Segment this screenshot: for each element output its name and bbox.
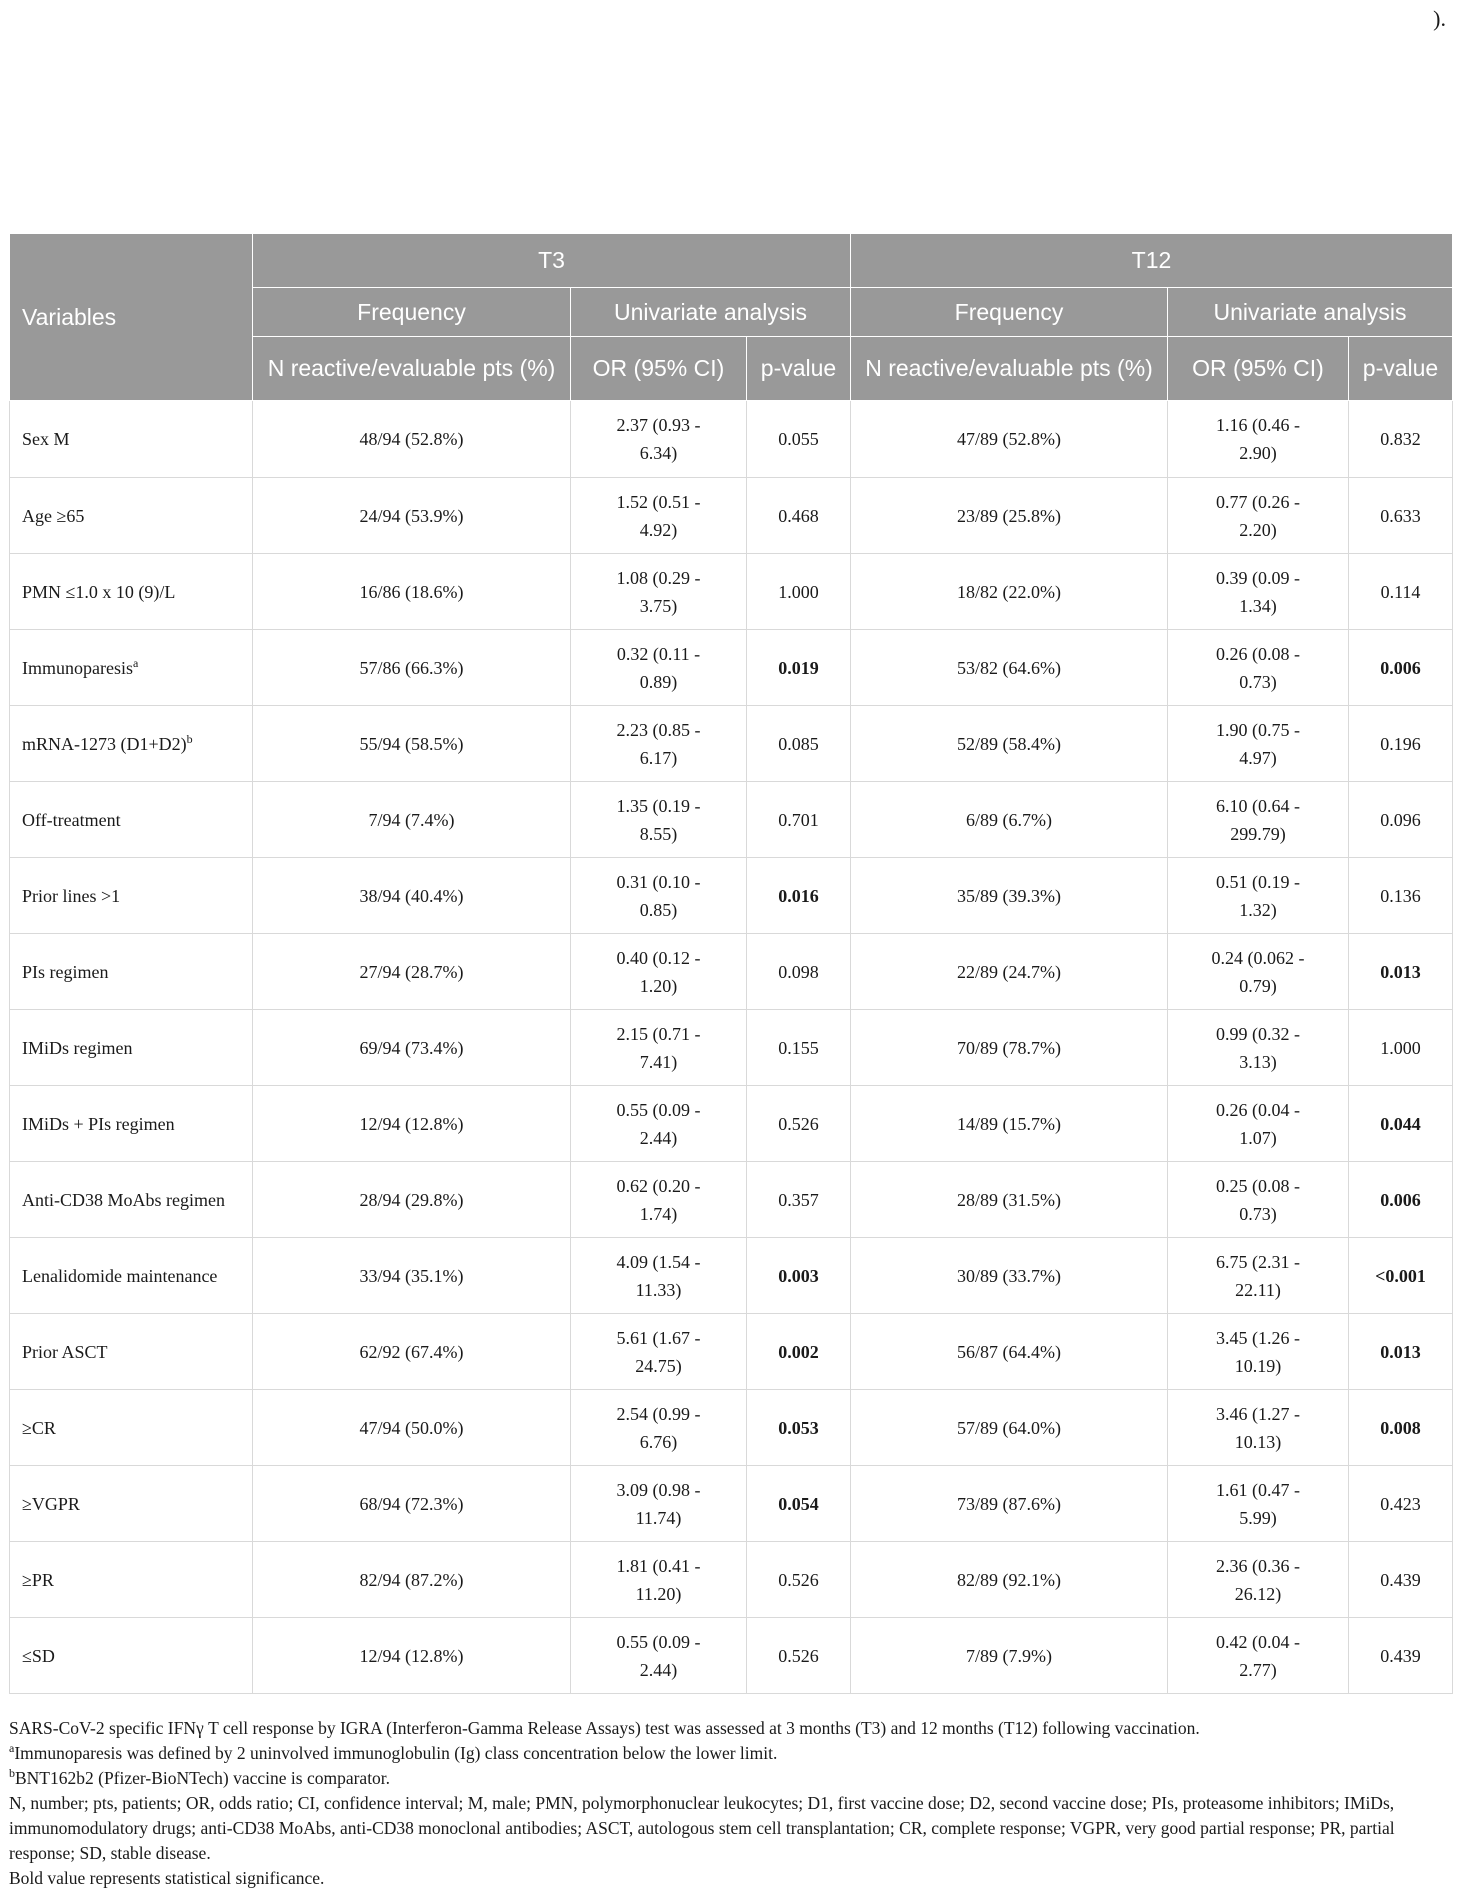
variable-label: ≥PR [22,1569,54,1590]
cell-t3-frequency: 38/94 (40.4%) [253,858,571,934]
cell-variable [10,1466,253,1542]
header-variables: Variables [10,234,253,401]
cell-t12-p: 0.439 [1349,1542,1453,1618]
cell-t12-frequency: 57/89 (64.0%) [851,1390,1168,1466]
cell-variable [10,1618,253,1694]
footnote-a [9,1741,1452,1766]
variable-label: mRNA-1273 (D1+D2) [22,733,187,754]
cell-t12-frequency: 14/89 (15.7%) [851,1086,1168,1162]
results-table [9,233,1453,1694]
cell-t3-frequency: 47/94 (50.0%) [253,1390,571,1466]
cell-t3-p: 0.055 [747,401,851,478]
cell-t12-p: 1.000 [1349,1010,1453,1086]
variable-label: ≤SD [22,1645,55,1666]
cell-variable [10,1390,253,1466]
cell-variable [10,1010,253,1086]
table-row [10,706,1453,782]
table-row [10,1390,1453,1466]
footnote-b-text: BNT162b2 (Pfizer-BioNTech) vaccine is comparator. [15,1768,391,1788]
cell-t12-or: 0.39 (0.09 - 1.34) [1168,554,1349,630]
variable-label: Age ≥65 [22,505,85,526]
header-t12: T12 [851,234,1453,288]
cell-t3-p: 0.016 [747,858,851,934]
header-t12-p: p-value [1349,337,1453,401]
cell-t3-or: 1.81 (0.41 - 11.20) [571,1542,747,1618]
variable-label: Prior ASCT [22,1341,108,1362]
table-row [10,1086,1453,1162]
cell-t12-p: 0.013 [1349,1314,1453,1390]
header-t12-or: OR (95% CI) [1168,337,1349,401]
variable-label: IMiDs regimen [22,1037,133,1058]
cell-variable [10,1162,253,1238]
cell-t12-frequency: 23/89 (25.8%) [851,478,1168,554]
cell-t12-frequency: 56/87 (64.4%) [851,1314,1168,1390]
cell-t12-frequency: 18/82 (22.0%) [851,554,1168,630]
cell-variable [10,934,253,1010]
variable-label: Lenalidomide maintenance [22,1265,218,1286]
cell-t12-or: 6.10 (0.64 - 299.79) [1168,782,1349,858]
cell-t12-frequency: 73/89 (87.6%) [851,1466,1168,1542]
variable-label: Immunoparesis [22,657,133,678]
table-row [10,1238,1453,1314]
cell-t12-p: 0.044 [1349,1086,1453,1162]
cell-t12-or: 0.77 (0.26 - 2.20) [1168,478,1349,554]
cell-t3-frequency: 82/94 (87.2%) [253,1542,571,1618]
cell-variable [10,401,253,478]
cell-t3-or: 0.31 (0.10 - 0.85) [571,858,747,934]
cell-t3-or: 0.32 (0.11 - 0.89) [571,630,747,706]
table-footnotes [9,1716,1452,1891]
cell-t12-frequency: 6/89 (6.7%) [851,782,1168,858]
table-body [10,401,1453,1694]
header-t3-frequency: Frequency [253,288,571,337]
cell-t3-p: 0.098 [747,934,851,1010]
cell-t3-p: 0.085 [747,706,851,782]
cell-t3-p: 0.155 [747,1010,851,1086]
cell-t12-or: 1.16 (0.46 - 2.90) [1168,401,1349,478]
cell-t12-frequency: 82/89 (92.1%) [851,1542,1168,1618]
cell-t12-or: 0.26 (0.08 - 0.73) [1168,630,1349,706]
footnote-a-text: Immunoparesis was defined by 2 uninvolved immunoglobulin (Ig) class concentration below the lower limit. [14,1743,778,1763]
cell-t3-p: 0.003 [747,1238,851,1314]
header-t12-frequency: Frequency [851,288,1168,337]
table-row [10,858,1453,934]
cell-t3-frequency: 69/94 (73.4%) [253,1010,571,1086]
cell-t12-p: 0.013 [1349,934,1453,1010]
variable-label: Anti-CD38 MoAbs regimen [22,1189,225,1210]
cell-t3-frequency: 62/92 (67.4%) [253,1314,571,1390]
table-row [10,401,1453,478]
table-row [10,1618,1453,1694]
header-t12-univariate: Univariate analysis [1168,288,1453,337]
cell-t3-or: 0.55 (0.09 - 2.44) [571,1086,747,1162]
footnote-b [9,1766,1452,1791]
cell-t12-p: 0.832 [1349,401,1453,478]
table-row [10,1010,1453,1086]
table-row [10,554,1453,630]
cell-variable [10,1086,253,1162]
cell-t3-or: 0.40 (0.12 - 1.20) [571,934,747,1010]
header-t12-n-reactive: N reactive/evaluable pts (%) [851,337,1168,401]
results-table-container [9,233,1452,1694]
cell-t12-frequency: 70/89 (78.7%) [851,1010,1168,1086]
header-t3-univariate: Univariate analysis [571,288,851,337]
variable-label: ≥CR [22,1417,56,1438]
header-t3-p: p-value [747,337,851,401]
cell-t3-frequency: 24/94 (53.9%) [253,478,571,554]
cell-t3-p: 0.701 [747,782,851,858]
variable-label: PMN ≤1.0 x 10 (9)/L [22,581,176,602]
cell-t12-or: 3.45 (1.26 - 10.19) [1168,1314,1349,1390]
cell-t12-frequency: 28/89 (31.5%) [851,1162,1168,1238]
cell-t3-frequency: 27/94 (28.7%) [253,934,571,1010]
table-row [10,1162,1453,1238]
page-fragment: ). [1433,6,1446,31]
cell-t12-or: 1.90 (0.75 - 4.97) [1168,706,1349,782]
cell-variable [10,706,253,782]
cell-t12-or: 0.24 (0.062 - 0.79) [1168,934,1349,1010]
table-row [10,934,1453,1010]
cell-t12-frequency: 52/89 (58.4%) [851,706,1168,782]
table-row [10,782,1453,858]
cell-variable [10,782,253,858]
cell-t3-p: 0.054 [747,1466,851,1542]
cell-t3-frequency: 12/94 (12.8%) [253,1086,571,1162]
cell-t3-or: 2.23 (0.85 - 6.17) [571,706,747,782]
cell-t12-or: 0.42 (0.04 - 2.77) [1168,1618,1349,1694]
cell-t12-frequency: 47/89 (52.8%) [851,401,1168,478]
cell-t3-or: 4.09 (1.54 - 11.33) [571,1238,747,1314]
cell-t3-p: 0.526 [747,1542,851,1618]
cell-t12-frequency: 35/89 (39.3%) [851,858,1168,934]
header-t3: T3 [253,234,851,288]
cell-t12-p: 0.136 [1349,858,1453,934]
cell-t3-or: 2.15 (0.71 - 7.41) [571,1010,747,1086]
cell-t12-frequency: 7/89 (7.9%) [851,1618,1168,1694]
cell-t3-or: 2.37 (0.93 - 6.34) [571,401,747,478]
cell-t12-or: 2.36 (0.36 - 26.12) [1168,1542,1349,1618]
cell-variable [10,630,253,706]
cell-t3-or: 2.54 (0.99 - 6.76) [571,1390,747,1466]
cell-t3-frequency: 16/86 (18.6%) [253,554,571,630]
cell-t3-p: 0.526 [747,1086,851,1162]
cell-t3-or: 0.55 (0.09 - 2.44) [571,1618,747,1694]
cell-variable [10,1314,253,1390]
cell-t3-p: 0.357 [747,1162,851,1238]
cell-t12-frequency: 22/89 (24.7%) [851,934,1168,1010]
cell-t3-frequency: 57/86 (66.3%) [253,630,571,706]
cell-t3-p: 1.000 [747,554,851,630]
cell-t12-p: 0.006 [1349,1162,1453,1238]
footnote-bold: Bold value represents statistical significance. [9,1868,325,1888]
cell-variable [10,1542,253,1618]
cell-variable [10,478,253,554]
cell-t3-or: 1.52 (0.51 - 4.92) [571,478,747,554]
variable-label: Sex M [22,429,70,449]
cell-t12-p: 0.006 [1349,630,1453,706]
cell-t12-p: 0.196 [1349,706,1453,782]
footnote-main: SARS-CoV-2 specific IFNγ T cell response by IGRA (Interferon-Gamma Release Assays) test was assessed at 3 months (T3) and 12 months (T12) following vaccination. [9,1718,1200,1738]
cell-t3-frequency: 33/94 (35.1%) [253,1238,571,1314]
cell-t12-p: 0.008 [1349,1390,1453,1466]
variable-label: IMiDs + PIs regimen [22,1113,175,1134]
cell-t3-frequency: 7/94 (7.4%) [253,782,571,858]
cell-t12-frequency: 53/82 (64.6%) [851,630,1168,706]
cell-t12-frequency: 30/89 (33.7%) [851,1238,1168,1314]
cell-t12-p: 0.096 [1349,782,1453,858]
cell-t12-or: 0.26 (0.04 - 1.07) [1168,1086,1349,1162]
cell-t3-frequency: 68/94 (72.3%) [253,1466,571,1542]
cell-t3-or: 3.09 (0.98 - 11.74) [571,1466,747,1542]
table-row [10,1466,1453,1542]
table-row [10,1542,1453,1618]
table-row [10,1314,1453,1390]
cell-t3-p: 0.468 [747,478,851,554]
cell-t12-or: 0.51 (0.19 - 1.32) [1168,858,1349,934]
cell-t3-frequency: 55/94 (58.5%) [253,706,571,782]
cell-t12-or: 0.25 (0.08 - 0.73) [1168,1162,1349,1238]
variable-label: ≥VGPR [22,1493,80,1514]
cell-variable [10,1238,253,1314]
header-t3-or: OR (95% CI) [571,337,747,401]
cell-t3-or: 1.35 (0.19 - 8.55) [571,782,747,858]
cell-t3-or: 5.61 (1.67 - 24.75) [571,1314,747,1390]
cell-t3-p: 0.053 [747,1390,851,1466]
cell-t12-p: 0.114 [1349,554,1453,630]
variable-label: Off-treatment [22,809,121,830]
cell-t3-frequency: 48/94 (52.8%) [253,401,571,478]
table-row [10,630,1453,706]
footnote-b-mark: b [9,1766,15,1781]
cell-variable [10,554,253,630]
cell-t12-or: 6.75 (2.31 - 22.11) [1168,1238,1349,1314]
cell-t12-p: 0.423 [1349,1466,1453,1542]
cell-t3-or: 0.62 (0.20 - 1.74) [571,1162,747,1238]
cell-t12-p: 0.439 [1349,1618,1453,1694]
cell-t12-or: 0.99 (0.32 - 3.13) [1168,1010,1349,1086]
cell-t3-frequency: 12/94 (12.8%) [253,1618,571,1694]
variable-label: PIs regimen [22,961,109,982]
cell-t3-p: 0.019 [747,630,851,706]
cell-t12-or: 1.61 (0.47 - 5.99) [1168,1466,1349,1542]
table-row [10,478,1453,554]
footnote-abbreviations: N, number; pts, patients; OR, odds ratio; CI, confidence interval; M, male; PMN, polymorphonuclear leukocytes; D1, first vaccine dose; D2, second vaccine dose; PIs, proteasome inhibitors; IMiDs, immunomodulatory drugs; anti-CD38 MoAbs, anti-CD38 monoclonal antibodies; ASCT, autologous stem cell transplantation; CR, complete response; VGPR, very good partial response; PR, partial response; SD, stable disease. [9,1793,1395,1863]
header-t3-n-reactive: N reactive/evaluable pts (%) [253,337,571,401]
cell-variable [10,858,253,934]
variable-label: Prior lines >1 [22,885,121,906]
footnote-a-mark: a [9,1741,15,1756]
cell-t3-p: 0.002 [747,1314,851,1390]
footnote-marker: a [132,655,139,670]
cell-t12-or: 3.46 (1.27 - 10.13) [1168,1390,1349,1466]
cell-t3-frequency: 28/94 (29.8%) [253,1162,571,1238]
footnote-marker: b [186,731,193,746]
cell-t12-p: 0.633 [1349,478,1453,554]
cell-t3-or: 1.08 (0.29 - 3.75) [571,554,747,630]
cell-t3-p: 0.526 [747,1618,851,1694]
cell-t12-p: <0.001 [1349,1238,1453,1314]
